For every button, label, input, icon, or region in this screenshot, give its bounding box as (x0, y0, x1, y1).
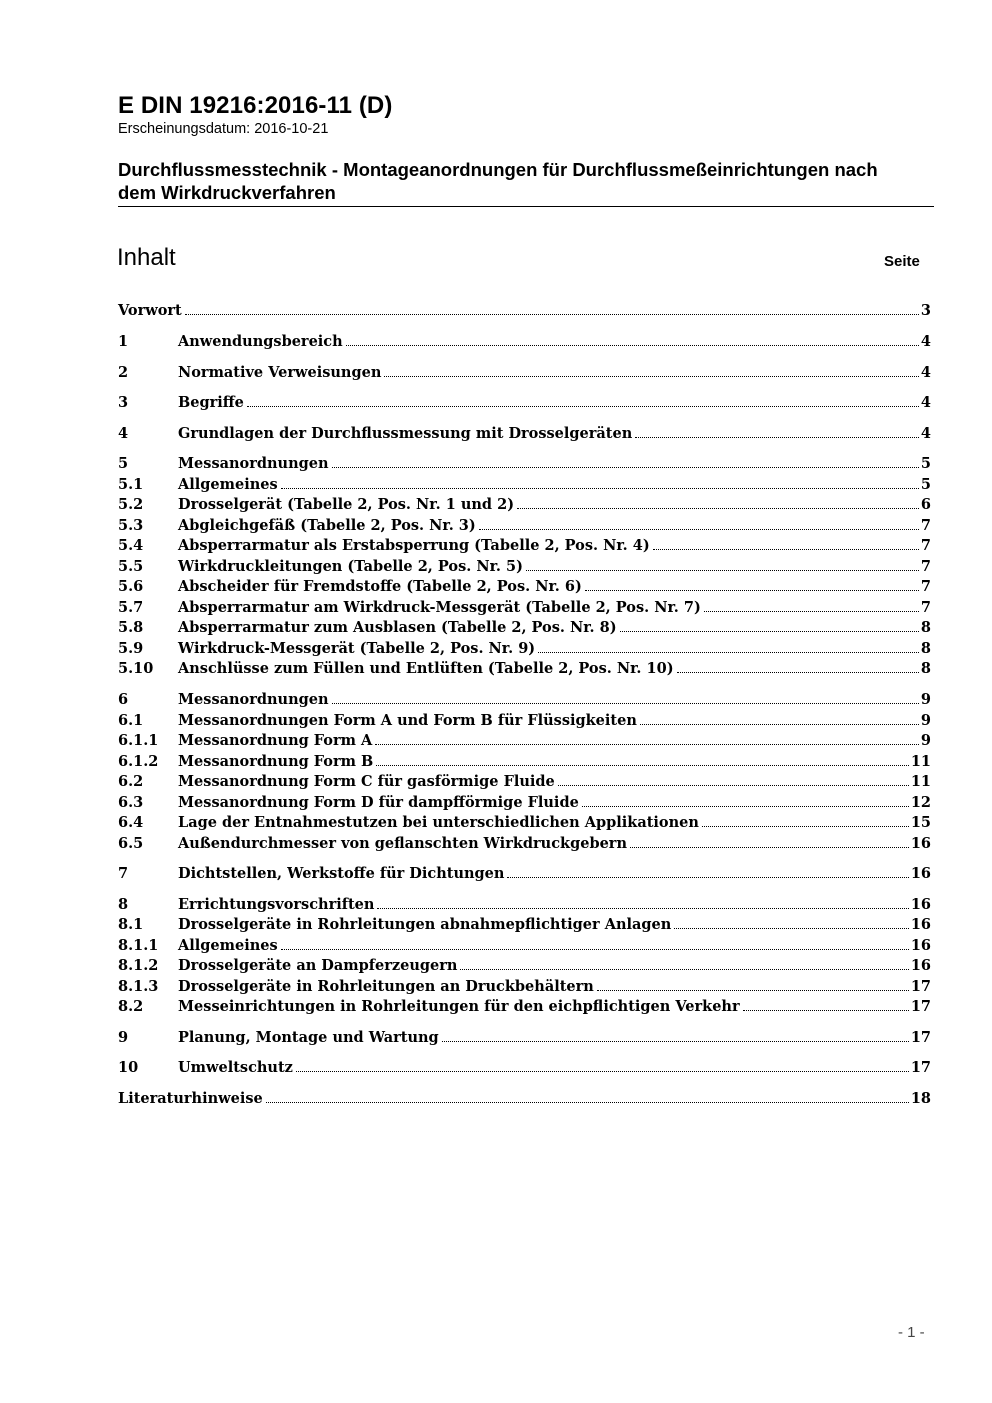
toc-entry-page: 16 (910, 937, 931, 954)
toc-entry-page: 16 (910, 865, 931, 882)
toc-entry-page: 7 (920, 558, 931, 575)
toc-entry[interactable] (118, 494, 931, 516)
toc-entry-number: 8.1.3 (118, 978, 159, 995)
toc-dot-leader (558, 771, 909, 786)
toc-entry[interactable] (118, 331, 931, 353)
toc-entry[interactable] (118, 423, 931, 445)
toc-entry-title: Messanordnung Form A (178, 732, 373, 749)
toc-entry-number: 8.1 (118, 916, 144, 933)
toc-dot-leader (460, 955, 908, 970)
toc-entry-title: Dichtstellen, Werkstoffe für Dichtungen (178, 865, 505, 882)
toc-entry-title: Messanordnungen (178, 455, 329, 472)
toc-entry-number: 9 (118, 1029, 129, 1046)
toc-entry-title: Drosselgeräte in Rohrleitungen an Druckbehältern (178, 978, 594, 995)
toc-entry-number: 5.5 (118, 558, 144, 575)
toc-entry-title: Absperrarmatur zum Ausblasen (Tabelle 2, Pos. Nr. 8) (178, 619, 617, 636)
toc-entry-page: 17 (910, 1029, 931, 1046)
toc-entry[interactable] (118, 996, 931, 1018)
toc-heading: Inhalt (117, 244, 176, 271)
toc-entry[interactable] (118, 535, 931, 557)
toc-dot-leader (635, 423, 919, 438)
toc-dot-leader (674, 914, 909, 929)
publication-date: Erscheinungsdatum: 2016-10-21 (118, 121, 329, 137)
toc-entry[interactable] (118, 792, 931, 814)
toc-page-column-label: Seite (884, 253, 920, 270)
toc-dot-leader (442, 1027, 909, 1042)
toc-entry-page: 9 (920, 691, 931, 708)
toc-entry-number: 5 (118, 455, 129, 472)
toc-dot-leader (281, 474, 919, 489)
toc-entry-number: 4 (118, 425, 129, 442)
toc-entry-number: 6.1.1 (118, 732, 159, 749)
toc-entry-page: 17 (910, 1059, 931, 1076)
toc-entry-title: Vorwort (118, 302, 182, 319)
toc-entry-title: Literaturhinweise (118, 1090, 263, 1107)
toc-entry-title: Allgemeines (178, 476, 278, 493)
toc-entry-title: Abscheider für Fremdstoffe (Tabelle 2, Pos. Nr. 6) (178, 578, 582, 595)
toc-entry[interactable] (118, 710, 931, 732)
toc-entry[interactable] (118, 1088, 931, 1110)
toc-entry-number: 5.7 (118, 599, 144, 616)
toc-entry[interactable] (118, 576, 931, 598)
toc-entry-page: 5 (920, 476, 931, 493)
toc-entry-page: 7 (920, 578, 931, 595)
toc-entry-title: Absperrarmatur als Erstabsperrung (Tabelle 2, Pos. Nr. 4) (178, 537, 650, 554)
toc-dot-leader (677, 658, 919, 673)
toc-entry-title: Umweltschutz (178, 1059, 293, 1076)
toc-entry-title: Messanordnungen (178, 691, 329, 708)
toc-entry-page: 16 (910, 957, 931, 974)
toc-entry[interactable] (118, 833, 931, 855)
toc-dot-leader (585, 576, 919, 591)
toc-entry-number: 6.2 (118, 773, 144, 790)
toc-entry-title: Planung, Montage und Wartung (178, 1029, 439, 1046)
toc-entry-title: Messanordnungen Form A und Form B für Flüssigkeiten (178, 712, 637, 729)
toc-dot-leader (296, 1057, 909, 1072)
toc-entry-title: Messanordnung Form C für gasförmige Fluide (178, 773, 555, 790)
toc-entry-number: 6.1.2 (118, 753, 159, 770)
toc-entry[interactable] (118, 617, 931, 639)
toc-dot-leader (332, 453, 919, 468)
toc-entry-title: Normative Verweisungen (178, 364, 382, 381)
toc-dot-leader (376, 751, 909, 766)
toc-dot-leader (266, 1088, 909, 1103)
toc-entry-title: Grundlagen der Durchflussmessung mit Drosselgeräten (178, 425, 633, 442)
toc-entry[interactable] (118, 730, 931, 752)
toc-entry-title: Anwendungsbereich (178, 333, 343, 350)
toc-entry-number: 1 (118, 333, 129, 350)
toc-dot-leader (538, 638, 919, 653)
toc-dot-leader (704, 597, 919, 612)
toc-entry-title: Drosselgeräte an Dampferzeugern (178, 957, 458, 974)
toc-entry-page: 6 (920, 496, 931, 513)
toc-entry-number: 5.2 (118, 496, 144, 513)
toc-entry-page: 9 (920, 712, 931, 729)
toc-entry[interactable] (118, 894, 931, 916)
toc-entry-title: Abgleichgefäß (Tabelle 2, Pos. Nr. 3) (178, 517, 476, 534)
toc-entry-title: Absperrarmatur am Wirkdruck-Messgerät (Tabelle 2, Pos. Nr. 7) (178, 599, 701, 616)
toc-entry[interactable] (118, 474, 931, 496)
toc-dot-leader (377, 894, 908, 909)
toc-entry-title: Errichtungsvorschriften (178, 896, 375, 913)
header-divider (118, 206, 934, 207)
toc-dot-leader (479, 515, 919, 530)
toc-entry-title: Begriffe (178, 394, 244, 411)
toc-entry-page: 7 (920, 517, 931, 534)
toc-entry[interactable] (118, 976, 931, 998)
toc-entry-title: Messeinrichtungen in Rohrleitungen für den eichpflichtigen Verkehr (178, 998, 740, 1015)
toc-entry[interactable] (118, 771, 931, 793)
toc-entry[interactable] (118, 658, 931, 680)
footer-page-number: - 1 - (898, 1324, 925, 1341)
toc-entry[interactable] (118, 392, 931, 414)
toc-entry-page: 17 (910, 998, 931, 1015)
toc-entry-number: 6.3 (118, 794, 144, 811)
toc-dot-leader (507, 863, 908, 878)
toc-entry[interactable] (118, 955, 931, 977)
toc-entry[interactable] (118, 362, 931, 384)
toc-dot-leader (582, 792, 909, 807)
toc-entry-page: 15 (910, 814, 931, 831)
toc-entry-number: 8.2 (118, 998, 144, 1015)
toc-entry-title: Wirkdruck-Messgerät (Tabelle 2, Pos. Nr. 9) (178, 640, 536, 657)
toc-dot-leader (620, 617, 919, 632)
toc-entry-title: Allgemeines (178, 937, 278, 954)
toc-entry-page: 12 (910, 794, 931, 811)
toc-dot-leader (640, 710, 919, 725)
toc-entry-number: 5.1 (118, 476, 144, 493)
toc-entry-number: 5.6 (118, 578, 144, 595)
toc-entry-page: 4 (920, 333, 931, 350)
toc-entry-page: 17 (910, 978, 931, 995)
toc-entry-number: 7 (118, 865, 129, 882)
toc-dot-leader (346, 331, 919, 346)
toc-entry-number: 10 (118, 1059, 139, 1076)
toc-dot-leader (743, 996, 909, 1011)
toc-dot-leader (526, 556, 919, 571)
toc-entry-title: Messanordnung Form B (178, 753, 374, 770)
toc-dot-leader (375, 730, 919, 745)
toc-entry[interactable] (118, 935, 931, 957)
toc-entry-page: 18 (910, 1090, 931, 1107)
toc-entry[interactable] (118, 1027, 931, 1049)
toc-entry[interactable] (118, 597, 931, 619)
toc-entry-page: 3 (920, 302, 931, 319)
toc-entry-page: 7 (920, 537, 931, 554)
toc-entry-page: 11 (910, 753, 931, 770)
toc-entry-page: 7 (920, 599, 931, 616)
toc-dot-leader (702, 812, 909, 827)
toc-entry-page: 11 (910, 773, 931, 790)
toc-dot-leader (281, 935, 909, 950)
toc-entry[interactable] (118, 812, 931, 834)
toc-entry-page: 16 (910, 896, 931, 913)
toc-entry-page: 16 (910, 916, 931, 933)
toc-entry-page: 8 (920, 660, 931, 677)
toc-entry-number: 8.1.2 (118, 957, 159, 974)
toc-entry-title: Anschlüsse zum Füllen und Entlüften (Tabelle 2, Pos. Nr. 10) (178, 660, 674, 677)
toc-entry-title: Drosselgeräte in Rohrleitungen abnahmepflichtiger Anlagen (178, 916, 672, 933)
toc-entry-page: 9 (920, 732, 931, 749)
toc-entry-title: Messanordnung Form D für dampfförmige Fluide (178, 794, 579, 811)
document-subject: Durchflussmesstechnik - Montageanordnungen für Durchflussmeßeinrichtungen nach dem Wirkdruckverfahren (118, 159, 878, 203)
toc-entry-number: 6.4 (118, 814, 144, 831)
toc-entry-page: 4 (920, 425, 931, 442)
toc-entry[interactable] (118, 689, 931, 711)
toc-entry-page: 16 (910, 835, 931, 852)
toc-entry[interactable] (118, 556, 931, 578)
toc-entry-page: 5 (920, 455, 931, 472)
toc-dot-leader (332, 689, 919, 704)
toc-entry[interactable] (118, 453, 931, 475)
toc-entry-page: 4 (920, 394, 931, 411)
toc-entry[interactable] (118, 914, 931, 936)
toc-dot-leader (597, 976, 909, 991)
toc-entry-number: 5.10 (118, 660, 154, 677)
toc-entry-number: 8 (118, 896, 129, 913)
toc-dot-leader (653, 535, 919, 550)
toc-dot-leader (384, 362, 919, 377)
toc-entry[interactable] (118, 1057, 931, 1079)
toc-entry[interactable] (118, 515, 931, 537)
toc-entry-page: 8 (920, 619, 931, 636)
toc-entry-number: 5.3 (118, 517, 144, 534)
toc-entry-number: 6 (118, 691, 129, 708)
toc-entry-number: 6.1 (118, 712, 144, 729)
toc-entry-title: Wirkdruckleitungen (Tabelle 2, Pos. Nr. 5) (178, 558, 523, 575)
toc-entry-page: 4 (920, 364, 931, 381)
document-id: E DIN 19216:2016-11 (D) (118, 92, 393, 119)
toc-entry[interactable] (118, 863, 931, 885)
toc-entry-number: 2 (118, 364, 129, 381)
toc-dot-leader (517, 494, 919, 509)
toc-entry-number: 6.5 (118, 835, 144, 852)
toc-entry-title: Drosselgerät (Tabelle 2, Pos. Nr. 1 und 2) (178, 496, 515, 513)
toc-entry[interactable] (118, 300, 931, 322)
toc-entry-title: Lage der Entnahmestutzen bei unterschiedlichen Applikationen (178, 814, 699, 831)
toc-dot-leader (247, 392, 919, 407)
toc-entry-number: 8.1.1 (118, 937, 159, 954)
toc-dot-leader (630, 833, 909, 848)
toc-entry-number: 5.4 (118, 537, 144, 554)
toc-entry-number: 3 (118, 394, 129, 411)
toc-entry-number: 5.9 (118, 640, 144, 657)
toc-entry[interactable] (118, 751, 931, 773)
toc-entry[interactable] (118, 638, 931, 660)
toc-dot-leader (185, 300, 919, 315)
toc-entry-number: 5.8 (118, 619, 144, 636)
toc-entry-title: Außendurchmesser von geflanschten Wirkdruckgebern (178, 835, 627, 852)
toc-entry-page: 8 (920, 640, 931, 657)
